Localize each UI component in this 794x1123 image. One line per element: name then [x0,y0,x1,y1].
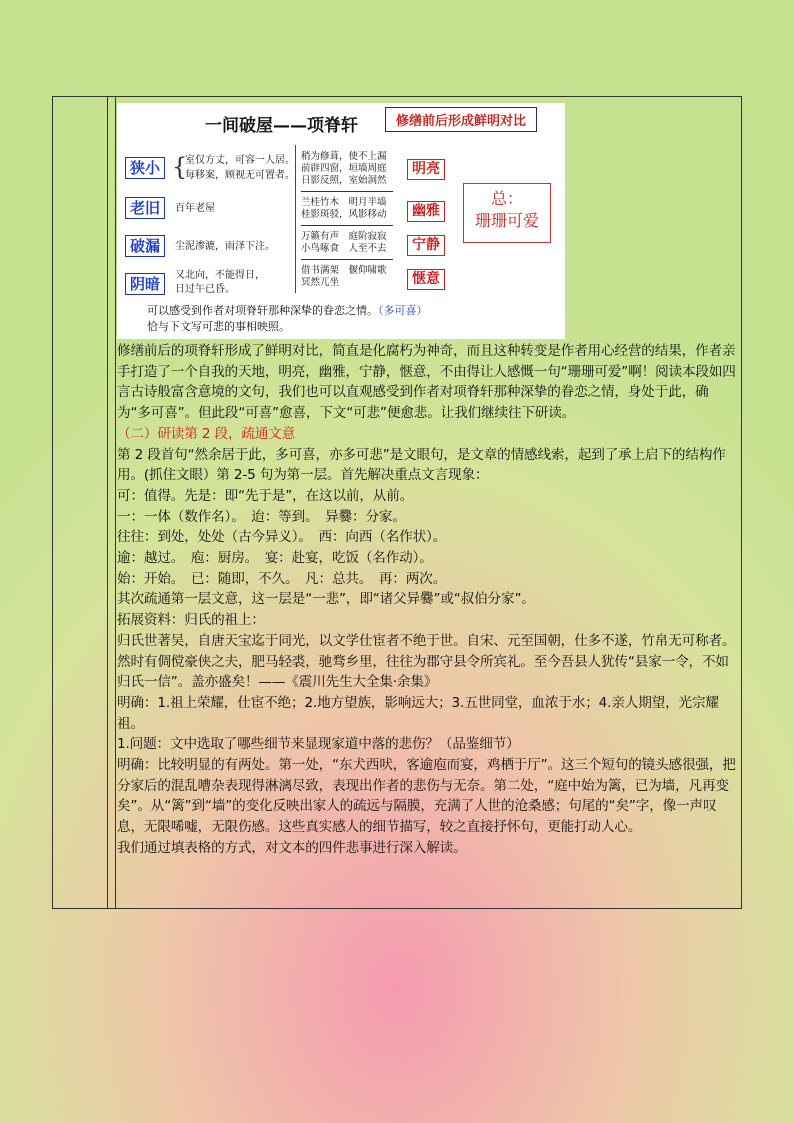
figure-foot-text: 可以感受到作者对项脊轩那种深挚的眷恋之情。 [147,304,378,317]
phrase-line: 日影反照，室始洞然 [301,175,387,186]
table-column-narrow [108,97,116,908]
brace-icon: { [172,153,188,181]
figure-foot-2: 恰与下文写可悲的事相映照。 [147,320,290,333]
phrase-line: 万籁有声 庭阶寂寂 [301,231,387,242]
phrase-line: 前辟四窗，垣墙周庭 [301,163,387,174]
figure-banner: 修缮前后形成鲜明对比 [385,107,537,132]
figure-foot-tag: （多可喜） [378,304,428,317]
desc-line: 又北向，不能得日， [175,270,265,281]
body-text [117,341,741,859]
paragraph: 其次疏通第一层文意，这一层是“一悲”，即“诸父异爨”或“叔伯分家”。 [117,591,535,608]
desc-line: 尘泥渗漉，雨泽下注。 [175,241,275,252]
phrase-line: 冥然兀坐 [301,277,340,288]
paragraph: 归氏世著吴，自唐天宝迄于同光，以文学仕宦者不绝于世。自宋、元至国朝，仕多不遂，竹帛无可称者。然时有倜傥豪侠之夫，肥马轻裘，驰骛乡里，往往为郡守县令所宾礼。至今吾县人犹传“县家一令，不如归氏一信”。盖亦盛矣！——《震川先生大全集·余集》 [117,632,736,691]
figure-title: 一间破屋——项脊轩 [205,116,358,136]
keyword-cozy: 惬意 [407,269,445,290]
table-column-blank [53,97,108,908]
phrase-line: 借书满架 偃仰啸歌 [301,265,387,276]
keyword-bright: 明亮 [407,159,445,180]
phrase-line: 桂影斑驳，风影移动 [301,209,387,220]
keyword-quiet: 宁静 [407,235,445,256]
paragraph: 明确：1.祖上荣耀，仕宦不绝；2.地方望族，影响远大；3.五世同堂，血浓于水；4.亲人期望，光宗耀祖。 [117,694,719,732]
paragraph: 第 2 段首句“然余居于此，多可喜，亦多可悲”是文眼句，是文章的情感线索，起到了承上启下的结构作用。(抓住文眼）第 2-5 句为第一层。首先解决重点文言现象： [117,446,726,484]
separator-line [301,225,393,226]
paragraph: 拓展资料：归氏的祖上： [117,612,265,629]
paragraph: 1.问题：文中选取了哪些细节来显现家道中落的悲伤？（品鉴细节） [117,736,520,753]
paragraph: 明确：比较明显的有两处。第一处，“东犬西吠，客逾庖而宴，鸡栖于厅”。这三个短句的镜头感很强，把分家后的混乱嘈杂表现得淋漓尽致，表现出作者的悲伤与无奈。第二处，“庭中始为篱，已为墙，凡再变矣”。从“篱”到“墙”的变化反映出家人的疏远与隔膜，充满了人世的沧桑感；句尾的“矣”字，像一声叹息，无限唏嘘，无限伤感。这些真实感人的细节描写，较之直接抒怀句，更能打动人心。 [117,757,736,836]
desc-line: 室仅方丈，可容一人居。 [185,155,295,166]
summary-text: 珊珊可爱 [474,211,539,230]
desc-line: 百年老屋 [175,203,215,214]
content-cell [117,103,741,859]
paragraph: 始：开始。 已：随即，不久。 凡：总共。 再：两次。 [117,570,447,587]
summary-box [463,183,551,243]
paragraph: 可：值得。先是：即“先于是”，在这以前，从前。 [117,487,414,504]
paragraph: 我们通过填表格的方式，对文本的四件悲事进行深入解读。 [117,839,467,856]
keyword-old: 老旧 [125,197,165,219]
keyword-leaky: 破漏 [125,235,165,257]
separator-line [301,259,393,260]
divider-line [295,145,296,293]
phrase-line: 小鸟啄食 人至不去 [301,243,387,254]
phrase-line: 稍为修葺，使不上漏 [301,151,387,162]
paragraph: 一：一体（数作名）。 迨：等到。 异爨：分家。 [117,508,406,525]
paragraph: 逾：越过。 庖：厨房。 宴：赴宴，吃饭（名作动）。 [117,550,433,567]
keyword-dark: 阴暗 [125,273,165,295]
separator-line [301,191,393,192]
section-heading: （二）研读第 2 段，疏通文意 [117,425,296,442]
keyword-elegant: 幽雅 [407,201,445,222]
keyword-narrow: 狭小 [125,157,165,179]
summary-label: 总： [490,189,523,208]
paragraph: 往往：到处，处处（古今异义）。 西：向西（名作状）。 [117,529,447,546]
desc-line: 每移案，顾视无可置者。 [185,170,295,181]
document-table [52,96,742,909]
paragraph: 修缮前后的项脊轩形成了鲜明对比，简直是化腐朽为神奇，而且这种转变是作者用心经营的结果，作者亲手打造了一个自我的天地，明亮，幽雅，宁静，惬意，不由得让人感慨一句“珊珊可爱”啊！阅读本段如四言古诗般富含意境的文句，我们也可以直观感受到作者对项脊轩那种深挚的眷恋之情，身处于此，确为“多可喜”。但此段“可喜”愈喜，下文“可悲”便愈悲。让我们继续往下研读。 [117,343,736,422]
lesson-figure [117,103,565,339]
desc-line: 日过午已昏。 [175,284,235,295]
phrase-line: 兰桂竹木 明月半墙 [301,197,387,208]
figure-foot-1 [147,303,428,318]
